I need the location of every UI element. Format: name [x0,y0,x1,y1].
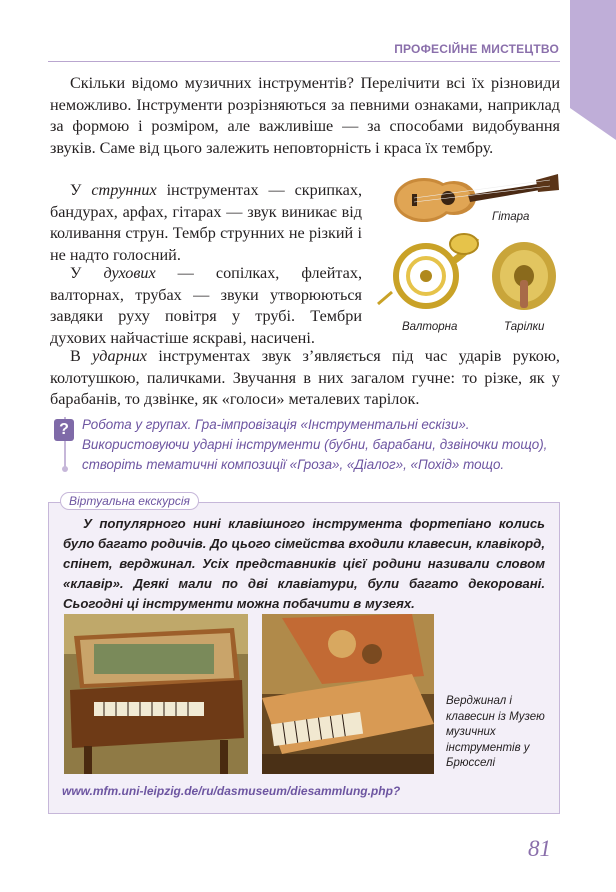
virginal-photo [64,614,248,774]
group-task [48,415,560,477]
winds-text-b: — сопілках, флейтах, валторнах, трубах — звуки утворюються завдяки руху повітря у трубі. Тембри духових найчастіше яскраві, насичені. [50,264,362,347]
strings-term: струнних [91,181,157,199]
guitar-image [388,160,560,232]
virtual-excursion-label: Віртуальна екскурсія [60,492,199,510]
cymbals-caption: Тарілки [504,321,545,333]
task-text: Робота у групах. Гра-імпровізація «Інструментальні ескізи». Використовуючи ударні інструменти (бубни, барабани, дзвіночки тощо), створіть тематичні композиції «Гроза», «Діалог», «Похід» тощо. [82,417,548,472]
paragraph-winds [50,263,362,349]
virtual-excursion-text-body: У популярного нині клавішного інструмента фортепіано колись було багато родичів. До цього сімейства входили клавесин, клавікорд, спінет, верджинал. Усіх представників цієї родини називали словом «клавір». Деякі мали по дві клавіатури, були багато декоровані. Сьогодні ці інструменти можна побачити в музеях. [63,516,545,611]
page-number: 81 [528,836,551,861]
harpsichord-photo [262,614,434,774]
percussion-text-b: інструментах звук з’являється під час ударів рукою, колотушкою, паличками. Звучання в них загалом гучне: то різке, як у барабанів, то дзвінке, як «голоси» металевих тарілок. [50,347,560,408]
winds-text-a: У [70,264,104,282]
winds-term: духових [103,264,156,282]
paragraph-intro [50,73,560,159]
virtual-excursion-text [63,514,545,614]
percussion-term: ударних [92,347,147,365]
corner-tab-decoration [570,0,616,140]
strings-text-b: інструментах — скрипках, бандурах, арфах, гітарах — звук виникає від коливання струн. Тембр струнних не різкий і не надто голосний. [50,181,362,264]
guitar-caption: Гітара [492,211,530,223]
paragraph-percussion [50,346,560,411]
museum-link[interactable]: www.mfm.uni-leipzig.de/ru/dasmuseum/diesammlung.php? [62,784,401,798]
header-rule [48,61,560,62]
photo-caption: Верджинал і клавесин із Музею музичних інструментів у Брюсселі [446,695,545,769]
paragraph-intro-text: Скільки відомо музичних інструментів? Перелічити всі їх різновиди неможливо. Інструменти розрізняються за певними ознаками, наприклад за формою і розміром, але важливіше — за способами видобування звуків. Саме від цього залежить неповторність і краса їх тембру. [50,74,560,157]
section-header: ПРОФЕСІЙНЕ МИСТЕЦТВО [394,42,559,56]
question-icon: ? [54,419,74,441]
cymbals-image [490,240,558,312]
task-bullet [62,466,68,472]
strings-text-a: У [70,181,92,199]
percussion-text-a: В [70,347,93,365]
french-horn-caption: Валторна [402,321,458,333]
paragraph-strings [50,180,362,266]
french-horn-image [372,232,484,314]
